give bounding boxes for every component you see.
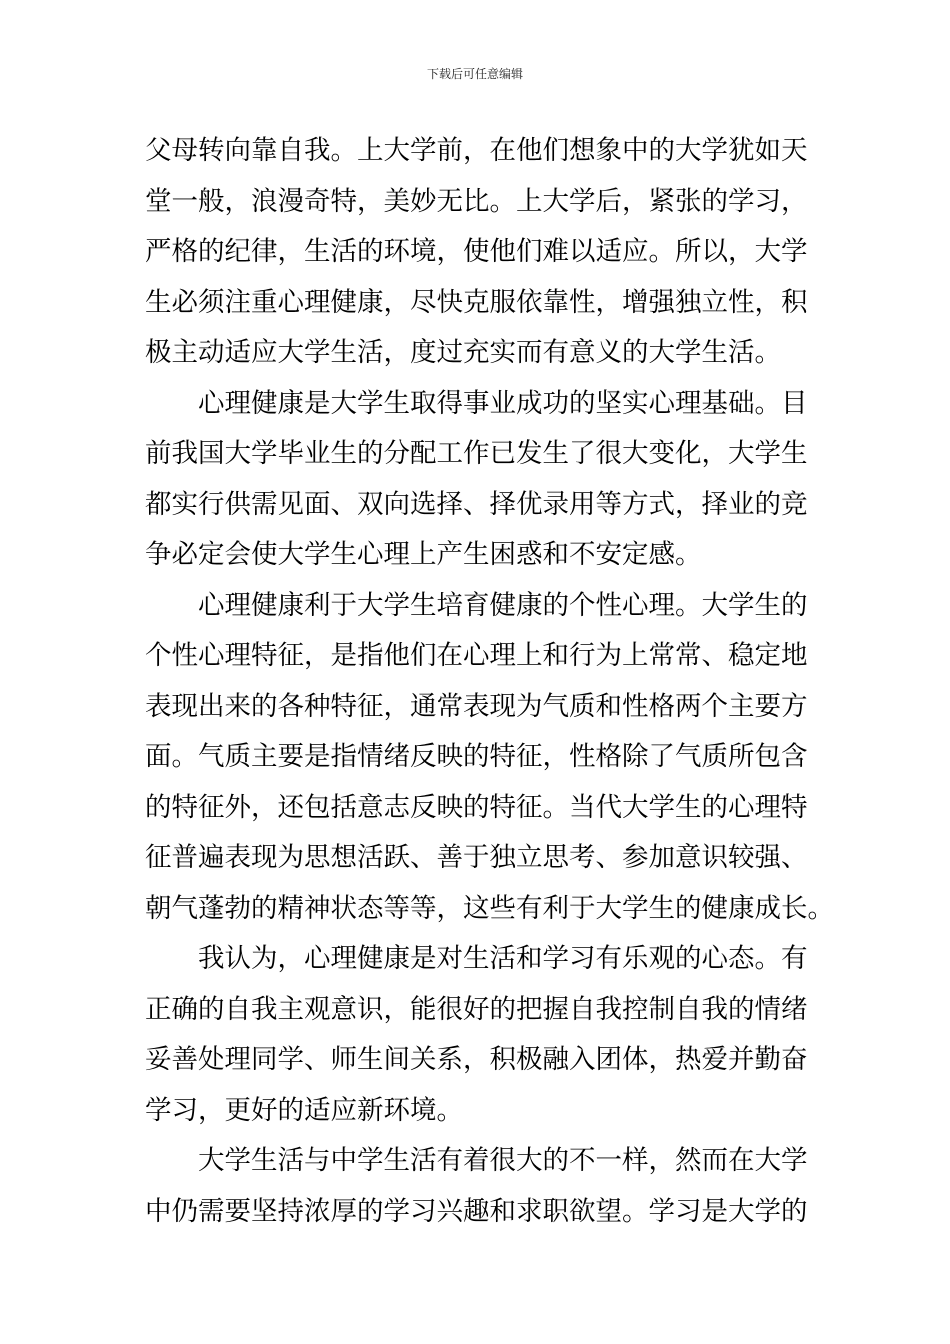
- text-line: 表现出来的各种特征，通常表现为气质和性格两个主要方: [145, 690, 808, 722]
- document-body: [145, 126, 834, 1237]
- page-header: 下载后可任意编辑: [426, 67, 523, 81]
- text-line: 严格的纪律，生活的环境，使他们难以适应。所以，大学: [145, 236, 808, 267]
- text-line: 妥善处理同学、师生间关系，积极融入团体，热爱并勤奋: [145, 1044, 808, 1075]
- text-line: 生必须注重心理健康，尽快克服依靠性，增强独立性，积: [145, 286, 808, 318]
- text-line: 中仍需要坚持浓厚的学习兴趣和求职欲望。学习是大学的: [145, 1195, 808, 1227]
- text-line: 征普遍表现为思想活跃、善于独立思考、参加意识较强、: [145, 842, 808, 873]
- text-line: 的特征外，还包括意志反映的特征。当代大学生的心理特: [145, 791, 808, 823]
- text-line: 争必定会使大学生心理上产生困惑和不安定感。: [145, 539, 702, 570]
- text-line: 都实行供需见面、双向选择、择优录用等方式，择业的竞: [145, 488, 808, 520]
- text-line: 学习，更好的适应新环境。: [145, 1094, 463, 1126]
- text-line: 大学生活与中学生活有着很大的不一样，然而在大学: [198, 1145, 808, 1176]
- text-line: 我认为，心理健康是对生活和学习有乐观的心态。有: [198, 943, 808, 974]
- text-line: 堂一般，浪漫奇特，美妙无比。上大学后，紧张的学习，: [145, 185, 808, 217]
- text-line: 前我国大学毕业生的分配工作已发生了很大变化，大学生: [145, 438, 808, 469]
- text-line: 极主动适应大学生活，度过充实而有意义的大学生活。: [145, 337, 781, 368]
- text-line: 面。气质主要是指情绪反映的特征，性格除了气质所包含: [145, 741, 808, 772]
- text-line: 心理健康是大学生取得事业成功的坚实心理基础。目: [198, 387, 808, 419]
- text-line: 父母转向靠自我。上大学前，在他们想象中的大学犹如天: [145, 135, 808, 166]
- text-line: 朝气蓬勃的精神状态等等，这些有利于大学生的健康成长。: [145, 892, 834, 924]
- text-line: 正确的自我主观意识，能很好的把握自我控制自我的情绪: [145, 993, 808, 1025]
- text-line: 心理健康利于大学生培育健康的个性心理。大学生的: [198, 589, 808, 621]
- text-line: 个性心理特征，是指他们在心理上和行为上常常、稳定地: [145, 640, 808, 671]
